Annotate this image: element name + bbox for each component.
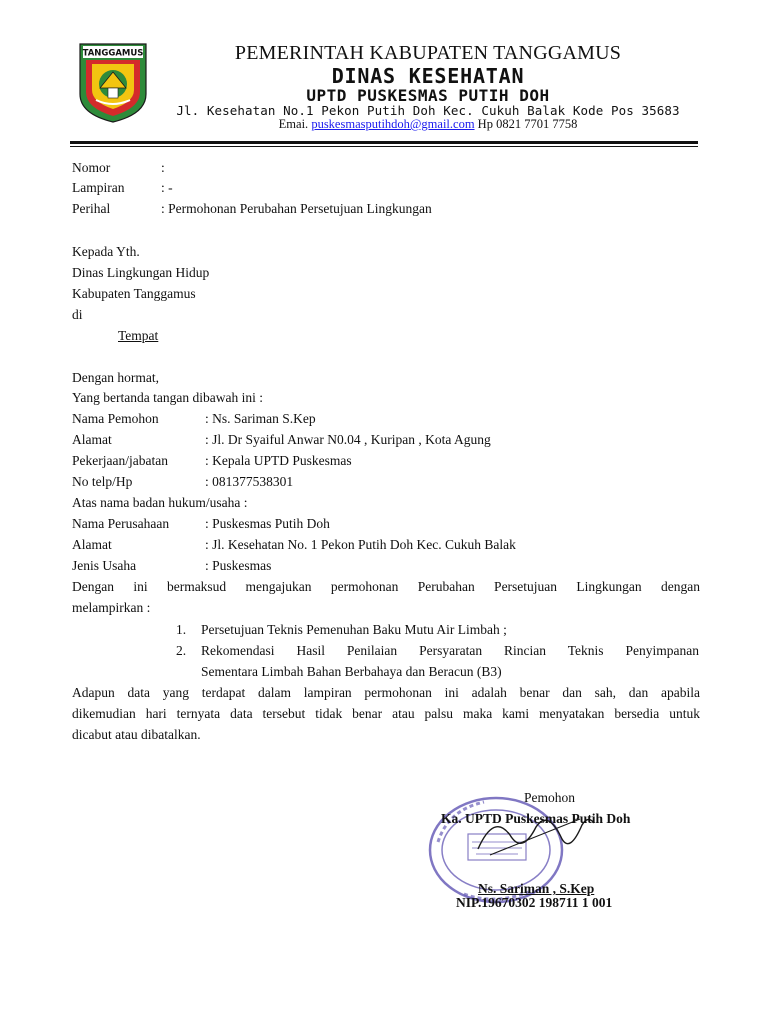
phone-text: Hp 0821 7701 7758 — [477, 117, 578, 131]
entity-type-label: Jenis Usaha — [72, 558, 137, 573]
email-link[interactable]: puskesmasputihdoh@gmail.com — [311, 117, 475, 131]
applicant-job-label: Pekerjaan/jabatan — [72, 453, 168, 468]
attachment-text-1: Persetujuan Teknis Pemenuhan Baku Mutu Air Limbah ; — [201, 622, 507, 637]
nomor-value: : — [161, 160, 165, 175]
closing-text-line3: dicabut atau dibatalkan. — [72, 727, 201, 742]
signature-role: Pemohon — [524, 790, 576, 805]
entity-name-label: Nama Perusahaan — [72, 516, 170, 531]
entity-address-label: Alamat — [72, 537, 112, 552]
letterhead-department: DINAS KESEHATAN — [331, 64, 525, 88]
recipient-office: Dinas Lingkungan Hidup — [72, 265, 210, 280]
recipient-salutation: Kepada Yth. — [72, 244, 140, 259]
closing-text-line2: dikemudian hari ternyata data tersebut tidak benar atau palsu maka kami menyatakan bersedia untuk — [72, 706, 700, 721]
letterhead-contact — [160, 117, 696, 132]
entity-type-value: : Puskesmas — [205, 558, 272, 573]
entity-name-value: : Puskesmas Putih Doh — [205, 516, 330, 531]
attachment-text-2-line2: Sementara Limbah Bahan Berbahaya dan Beracun (B3) — [201, 664, 502, 679]
applicant-address-label: Alamat — [72, 432, 112, 447]
entity-intro: Atas nama badan hukum/usaha : — [72, 495, 248, 510]
attachment-number-1: 1. — [176, 622, 187, 637]
perihal-value: : Permohonan Perubahan Persetujuan Lingkungan — [161, 201, 432, 216]
letterhead-divider-thin — [70, 146, 698, 147]
applicant-job-value: : Kepala UPTD Puskesmas — [205, 453, 352, 468]
attachment-text-2-line1: Rekomendasi Hasil Penilaian Persyaratan Rincian Teknis Penyimpanan — [201, 643, 699, 658]
perihal-label: Perihal — [72, 201, 111, 216]
letterhead-divider-thick — [70, 141, 698, 144]
entity-address-value: : Jl. Kesehatan No. 1 Pekon Putih Doh Kec. Cukuh Balak — [205, 537, 516, 552]
closing-text-line1: Adapun data yang terdapat dalam lampiran permohonan ini adalah benar dan sah, dan apabila — [72, 685, 700, 700]
applicant-address-value: : Jl. Dr Syaiful Anwar N0.04 , Kuripan , Kota Agung — [205, 432, 491, 447]
applicant-name-value: : Ns. Sariman S.Kep — [205, 411, 316, 426]
applicant-name-label: Nama Pemohon — [72, 411, 159, 426]
signature-position: Ka. UPTD Puskesmas Putih Doh — [441, 811, 631, 826]
letterhead-address: Jl. Kesehatan No.1 Pekon Putih Doh Kec. Cukuh Balak Kode Pos 35683 — [176, 103, 680, 118]
logo-text: TANGGAMUS — [82, 48, 144, 59]
letterhead-government: PEMERINTAH KABUPATEN TANGGAMUS — [234, 42, 622, 64]
recipient-regency: Kabupaten Tanggamus — [72, 286, 196, 301]
request-text-line2: melampirkan : — [72, 600, 151, 615]
nomor-label: Nomor — [72, 160, 111, 175]
intro-text: Yang bertanda tangan dibawah ini : — [72, 390, 263, 405]
recipient-di: di — [72, 307, 83, 322]
signature-nip: NIP.19670302 198711 1 001 — [456, 895, 613, 910]
letterhead-unit: UPTD PUSKESMAS PUTIH DOH — [306, 86, 550, 105]
recipient-tempat: Tempat — [118, 328, 159, 343]
applicant-phone-label: No telp/Hp — [72, 474, 133, 489]
request-text-line1: Dengan ini bermaksud mengajukan permohonan Perubahan Persetujuan Lingkungan dengan — [72, 579, 700, 594]
email-label: Emai. — [278, 117, 309, 131]
greeting: Dengan hormat, — [72, 370, 159, 385]
applicant-phone-value: : 081377538301 — [205, 474, 294, 489]
attachment-number-2: 2. — [176, 643, 187, 658]
tanggamus-logo — [78, 42, 148, 124]
lampiran-label: Lampiran — [72, 180, 125, 195]
lampiran-value: : - — [161, 180, 173, 195]
signature-name: Ns. Sariman , S.Kep — [478, 881, 595, 896]
